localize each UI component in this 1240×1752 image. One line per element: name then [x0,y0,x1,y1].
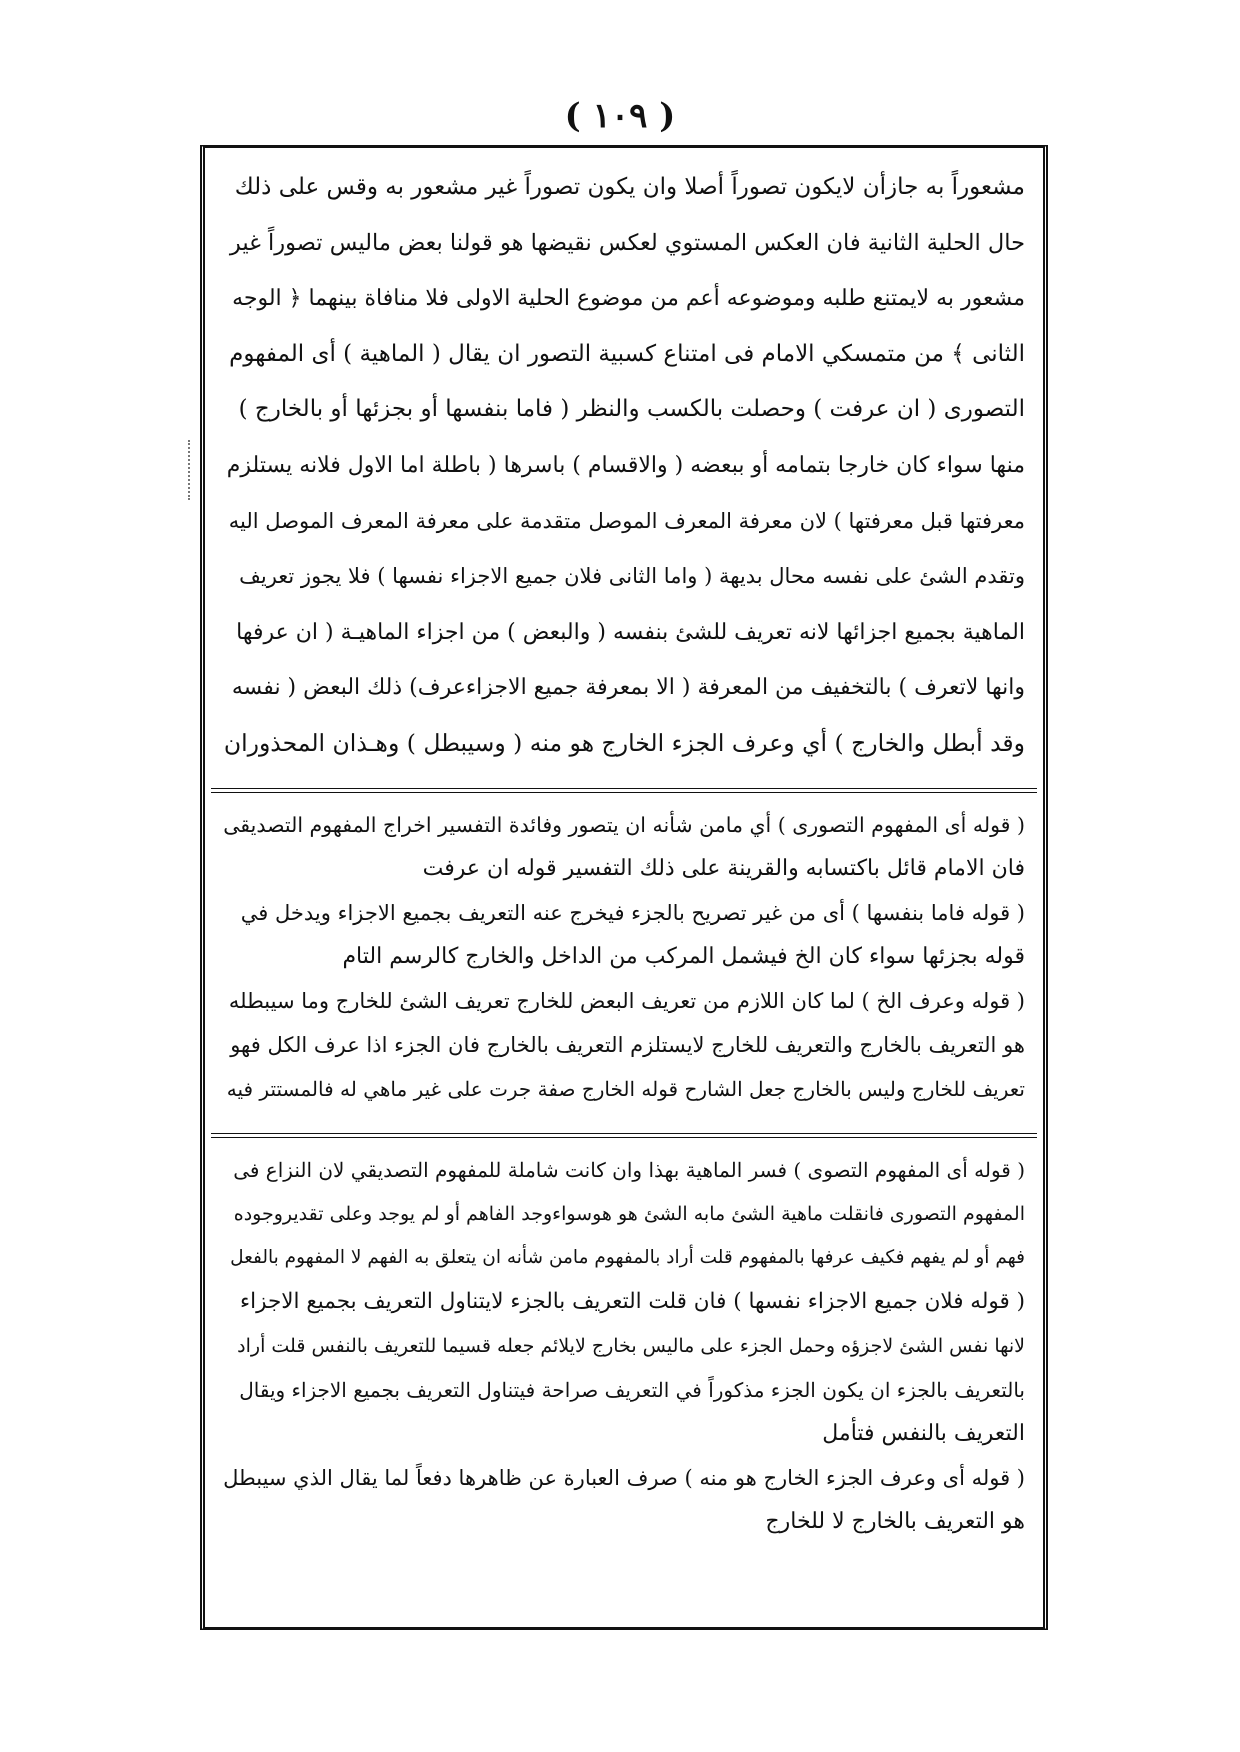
commentary-line: ( قوله أى المفهوم التصوى ) فسر الماهية بهذا وان كانت شاملة للمفهوم التصديقي لان النزاع فى [233,1158,1025,1182]
commentary-line: بالتعريف بالجزء ان يكون الجزء مذكوراً في التعريف صراحة فيتناول التعريف بجميع الاجزاء ويقال [239,1378,1025,1402]
commentary-line: المفهوم التصورى فانقلت ماهية الشئ مابه الشئ هو هوسواءوجد الفاهم أو لم يوجد وعلى تقديروجوده [233,1203,1025,1225]
margin-mark [188,440,192,500]
commentary-line: ( قوله وعرف الخ ) لما كان اللازم من تعريف البعض للخارج تعريف الشئ للخارج وما سيبطله [228,989,1025,1013]
main-text-block [223,160,1025,772]
commentary-line: هو التعريف بالخارج لا للخارج [765,1509,1025,1534]
main-text-line: الثانى ﴾ من متمسكي الامام فى امتناع كسبية التصور ان يقال ( الماهية ) أى المفهوم [229,340,1025,367]
main-text-line: منها سواء كان خارجا بتمامه أو ببعضه ( والاقسام ) باسرها ( باطلة اما الاول فلانه يستلزم [226,452,1025,478]
main-text-line: التصورى ( ان عرفت ) وحصلت بالكسب والنظر ( فاما بنفسها أو بجزئها أو بالخارج ) [238,396,1025,423]
commentary-line: لانها نفس الشئ لاجزؤه وحمل الجزء على ماليس بخارج لايلائم جعله قسيما للتعريف بالنفس قلت أراد [237,1335,1025,1357]
main-text-line: مشعور به لايمتنع طلبه وموضوعه أعم من موضوع الحلية الاولى فلا منافاة بينهما ﴿ الوجه [232,286,1025,312]
page-number: ( ١٠٩ ) [564,96,676,136]
commentary-line: ( قوله أى المفهوم التصورى ) أي مامن شأنه ان يتصور وفائدة التفسير اخراج المفهوم التصديقى [223,813,1025,837]
main-text-line: مشعوراً به جازأن لايكون تصوراً أصلا وان يكون تصوراً غير مشعور به وقس على ذلك [234,174,1025,200]
commentary-line: تعريف للخارج وليس بالخارج جعل الشارح قوله الخارج صفة جرت على غير ماهي له فالمستتر فيه [226,1077,1025,1101]
commentary-block-2 [223,1148,1025,1544]
section-divider [211,1133,1037,1138]
main-text-line: وقد أبطل والخارج ) أي وعرف الجزء الخارج هو منه ( وسيبطل ) وهـذان المحذوران [223,728,1025,757]
commentary-line: التعريف بالنفس فتأمل [822,1421,1025,1446]
commentary-line: ( قوله فاما بنفسها ) أى من غير تصريح بالجزء فيخرج عنه التعريف بجميع الاجزاء ويدخل في [240,901,1025,925]
commentary-line: فان الامام قائل باكتسابه والقرينة على ذلك التفسير قوله ان عرفت [422,856,1025,881]
section-divider [211,788,1037,793]
commentary-line: ( قوله أى وعرف الجزء الخارج هو منه ) صرف العبارة عن ظاهرها دفعاً لما يقال الذي سيبطل [223,1466,1025,1490]
main-text-line: حال الحلية الثانية فان العكس المستوي لعكس نقيضها هو قولنا بعض ماليس تصوراً غير [229,229,1025,256]
commentary-line: ( قوله فلان جميع الاجزاء نفسها ) فان قلت التعريف بالجزء لايتناول التعريف بجميع الاجزاء [240,1289,1025,1314]
main-text-line: الماهية بجميع اجزائها لانه تعريف للشئ بنفسه ( والبعض ) من اجزاء الماهيـة ( ان عرفها [236,619,1025,645]
main-text-line: وتقدم الشئ على نفسه محال بديهة ( واما الثانى فلان جميع الاجزاء نفسها ) فلا يجوز تعريف [239,564,1025,589]
main-text-line: وانها لاتعرف ) بالتخفيف من المعرفة ( الا بمعرفة جميع الاجزاءعرف) ذلك البعض ( نفسه [231,675,1025,701]
commentary-line: قوله بجزئها سواء كان الخ فيشمل المركب من الداخل والخارج كالرسم التام [342,944,1025,969]
commentary-block-1 [223,803,1025,1111]
main-text-line: معرفتها قبل معرفتها ) لان معرفة المعرف الموصل متقدمة على معرفة المعرف الموصل اليه [228,508,1025,533]
commentary-line: هو التعريف بالخارج والتعريف للخارج لايستلزم التعريف بالخارج فان الجزء اذا عرف الكل فهو [230,1033,1025,1057]
page-frame [200,145,1048,1630]
commentary-line: فهم أو لم يفهم فكيف عرفها بالمفهوم قلت أراد بالمفهوم مامن شأنه ان يتعلق به الفهم لا المفهوم بالفعل [230,1247,1025,1268]
